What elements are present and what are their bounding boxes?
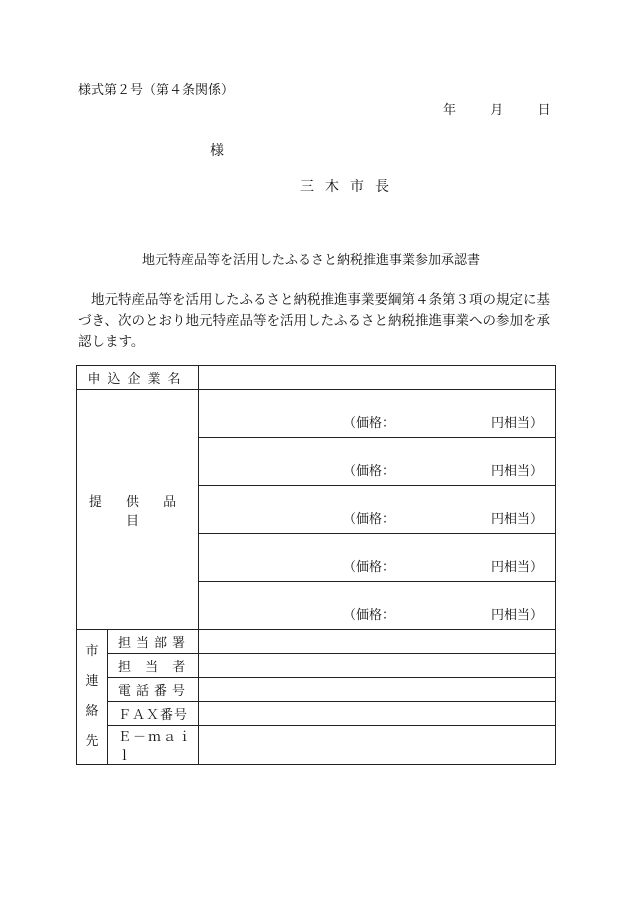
- price-open: （価格：: [343, 608, 396, 623]
- contact-person-label: 担 当 者: [108, 654, 199, 678]
- contact-label-char: 市: [85, 644, 99, 659]
- items-label: 提 供 品 目: [77, 390, 199, 630]
- contact-label: [77, 630, 108, 765]
- price-open: （価格：: [343, 464, 396, 479]
- item-row-4[interactable]: [199, 534, 556, 582]
- price-close: 円相当）: [490, 512, 543, 527]
- price-open: （価格：: [343, 416, 396, 431]
- contact-label-char: 先: [85, 734, 99, 749]
- date-month: 月: [490, 103, 504, 118]
- document-title: 地元特産品等を活用したふるさと納税推進事業参加承認書: [142, 253, 481, 268]
- price-close: 円相当）: [490, 560, 543, 575]
- price-open: （価格：: [343, 560, 396, 575]
- company-label: 申込企業名: [77, 366, 199, 390]
- item-row-5[interactable]: [199, 582, 556, 630]
- body-text: 地元特産品等を活用したふるさと納税推進事業要綱第４条第３項の規定に基づき、次のとおり地元特産品等を活用したふるさと納税推進事業への参加を承認します。: [78, 292, 550, 350]
- contact-phone-value[interactable]: [199, 678, 556, 702]
- contact-fax-value[interactable]: [199, 702, 556, 726]
- item-row-2[interactable]: [199, 438, 556, 486]
- date-day: 日: [537, 103, 551, 118]
- date-year: 年: [443, 103, 457, 118]
- contact-email-label: Ｅ－ｍａｉｌ: [108, 726, 199, 765]
- price-close: 円相当）: [490, 608, 543, 623]
- company-value[interactable]: [199, 366, 556, 390]
- addressee-suffix: 様: [210, 143, 224, 159]
- date-line: [443, 103, 551, 119]
- contact-dept-value[interactable]: [199, 630, 556, 654]
- issuer: 三木市長: [300, 179, 400, 195]
- price-close: 円相当）: [490, 416, 543, 431]
- contact-dept-label: 担当部署: [108, 630, 199, 654]
- approval-table: [76, 365, 556, 765]
- contact-fax-label: ＦＡＸ番号: [108, 702, 199, 726]
- item-row-3[interactable]: [199, 486, 556, 534]
- price-close: 円相当）: [490, 464, 543, 479]
- contact-phone-label: 電話番号: [108, 678, 199, 702]
- form-number: 様式第２号（第４条関係）: [78, 83, 235, 98]
- contact-label-char: 絡: [85, 704, 99, 719]
- item-row-1[interactable]: [199, 390, 556, 438]
- contact-email-value[interactable]: [199, 726, 556, 765]
- contact-person-value[interactable]: [199, 654, 556, 678]
- price-open: （価格：: [343, 512, 396, 527]
- contact-label-char: 連: [85, 674, 99, 689]
